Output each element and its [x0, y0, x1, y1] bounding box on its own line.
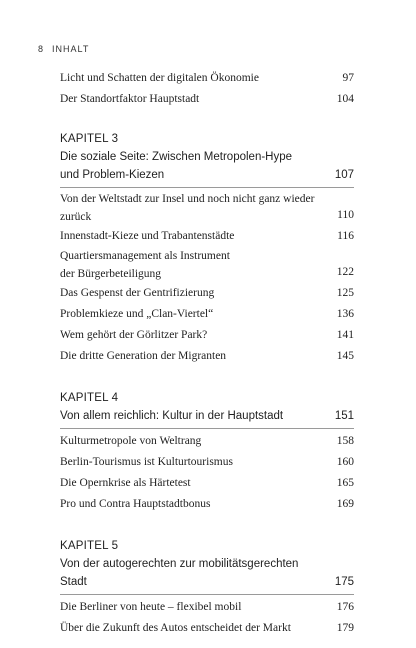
chapter-page: 107 — [334, 169, 354, 181]
toc-entry-title: Licht und Schatten der digitalen Ökonomie — [60, 72, 259, 84]
toc-entry-page: 136 — [336, 308, 354, 320]
toc-entry-title: Innenstadt-Kieze und Trabantenstädte — [60, 230, 235, 242]
toc-entry-page: 110 — [337, 209, 354, 221]
chapter-block — [60, 130, 354, 367]
toc-entry-title: Problemkieze und „Clan-Viertel“ — [60, 308, 214, 320]
section-title: INHALT — [52, 44, 90, 54]
toc-entry — [60, 452, 354, 473]
toc-entry-page: 104 — [336, 93, 354, 105]
toc-entry-page: 141 — [336, 329, 354, 341]
toc-entry-title: Der Standortfaktor Hauptstadt — [60, 93, 200, 105]
chapter-title-line: und Problem-Kiezen — [60, 169, 165, 181]
chapter-title-line: Von allem reichlich: Kultur in der Hauptstadt — [60, 410, 284, 422]
toc-entry-page: 145 — [336, 350, 354, 362]
toc-entry — [60, 473, 354, 494]
toc-entry-title: Die dritte Generation der Migranten — [60, 350, 227, 362]
toc-entry-page: 125 — [336, 287, 354, 299]
toc-entry-title: Über die Zukunft des Autos entscheidet der Markt — [60, 622, 291, 634]
toc-entry-title: Wem gehört der Görlitzer Park? — [60, 329, 208, 341]
toc-entry-page: 158 — [336, 435, 354, 447]
toc-entry-page: 165 — [336, 477, 354, 489]
toc-entry-title-line: der Bürgerbeteiligung — [60, 268, 162, 280]
chapter-page: 151 — [334, 410, 354, 422]
toc-entry-page: 176 — [336, 601, 354, 613]
toc-entry — [60, 283, 354, 304]
chapter-title — [60, 407, 354, 429]
chapter-block — [60, 537, 354, 639]
toc-entry-page: 179 — [336, 622, 354, 634]
toc-entry-page: 160 — [336, 456, 354, 468]
toc-entry-title: Die Opernkrise als Härtetest — [60, 477, 191, 489]
toc-entry — [60, 226, 354, 247]
chapter-label: KAPITEL 3 — [60, 133, 119, 145]
toc-entry — [60, 346, 354, 367]
toc-entry-page: 122 — [336, 266, 354, 278]
toc-entry-page: 97 — [342, 72, 354, 84]
toc-entry-title-line: Von der Weltstadt zur Insel und noch nicht ganz wieder — [60, 193, 315, 205]
chapter-title-line: Von der autogerechten zur mobilitätsgerechten — [60, 558, 299, 570]
toc-entry — [60, 304, 354, 325]
chapter-label: KAPITEL 5 — [60, 540, 119, 552]
toc-entry — [60, 431, 354, 452]
toc-entry-title: Die Berliner von heute – flexibel mobil — [60, 601, 242, 613]
toc-entry-title-line: zurück — [60, 211, 92, 223]
chapter-block — [60, 389, 354, 515]
toc-entry-page: 116 — [337, 230, 354, 242]
chapter-title — [60, 148, 354, 188]
chapter-title-line: Die soziale Seite: Zwischen Metropolen-Hype — [60, 151, 293, 163]
running-header — [38, 44, 89, 54]
toc-entry — [60, 247, 354, 283]
toc-entry — [60, 89, 354, 110]
toc-entry — [60, 494, 354, 515]
chapter-title — [60, 555, 354, 595]
page-number: 8 — [38, 44, 45, 54]
toc-entry-title: Pro und Contra Hauptstadtbonus — [60, 498, 211, 510]
toc-entry-title: Das Gespenst der Gentrifizierung — [60, 287, 215, 299]
toc-entry — [60, 68, 354, 89]
chapter-label: KAPITEL 4 — [60, 392, 119, 404]
toc-entry-page: 169 — [336, 498, 354, 510]
table-of-contents — [60, 68, 354, 639]
toc-entry-title-line: Quartiersmanagement als Instrument — [60, 250, 230, 262]
toc-entry-title: Kulturmetropole von Weltrang — [60, 435, 202, 447]
toc-entry — [60, 325, 354, 346]
chapter-page: 175 — [334, 576, 354, 588]
toc-entry — [60, 597, 354, 618]
chapter-title-line: Stadt — [60, 576, 87, 588]
toc-entry-title: Berlin-Tourismus ist Kulturtourismus — [60, 456, 233, 468]
toc-entry — [60, 190, 354, 226]
toc-entry — [60, 618, 354, 639]
